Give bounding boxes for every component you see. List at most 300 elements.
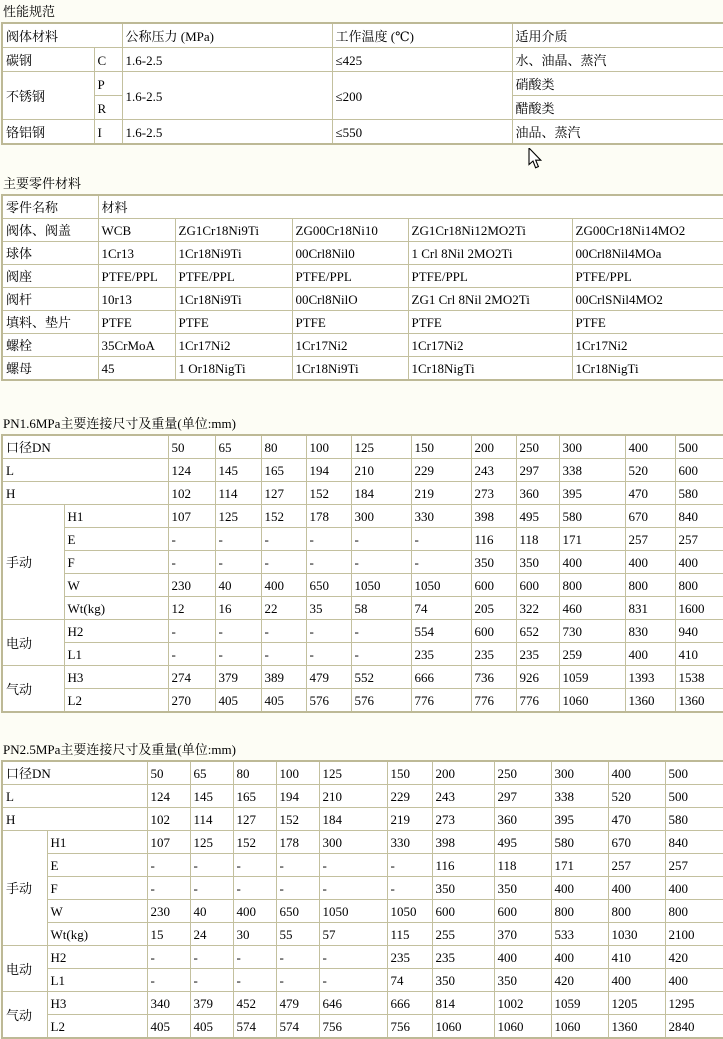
dimension-value-cell: 350 (471, 551, 516, 574)
dimension-value-cell: 74 (387, 969, 432, 992)
table-row (2, 643, 723, 666)
dimension-value-cell: - (276, 877, 319, 900)
dimension-value-cell: 1360 (608, 1015, 665, 1039)
dimension-row-label: H3 (64, 666, 168, 689)
dimension-value-cell: - (233, 854, 276, 877)
dimension-value-cell: 330 (411, 505, 471, 528)
material-code-cell: I (94, 120, 122, 145)
dimension-row-label: E (64, 528, 168, 551)
dimension-value-cell: 210 (319, 785, 387, 808)
dn-value-cell: 100 (306, 435, 351, 459)
dimension-value-cell: 152 (276, 808, 319, 831)
dimension-value-cell: - (168, 528, 215, 551)
dimension-row-label: L1 (64, 643, 168, 666)
table-row (2, 900, 723, 923)
dn-value-cell: 200 (471, 435, 516, 459)
table-row (2, 551, 723, 574)
dimension-value-cell: - (411, 551, 471, 574)
dimension-value-cell: - (387, 877, 432, 900)
dimension-value-cell: 800 (675, 574, 723, 597)
dimension-value-cell: 410 (675, 643, 723, 666)
dn-value-cell: 200 (432, 761, 494, 785)
dimension-value-cell: 107 (168, 505, 215, 528)
header-nominal-pressure: 公称压力 (MPa) (122, 23, 332, 48)
part-material-cell: ZG00Cr18Ni14MO2 (572, 219, 723, 242)
dn-value-cell: 125 (319, 761, 387, 785)
dimension-value-cell: 300 (351, 505, 411, 528)
dimension-value-cell: 576 (351, 689, 411, 713)
dimension-value-cell: 580 (559, 505, 625, 528)
dimension-value-cell: - (276, 854, 319, 877)
dimension-value-cell: - (190, 969, 233, 992)
part-material-cell: 1Cr17Ni2 (408, 334, 572, 357)
dimension-value-cell: 1060 (559, 689, 625, 713)
dimension-value-cell: 520 (608, 785, 665, 808)
pressure-cell: 1.6-2.5 (122, 48, 332, 72)
dimension-value-cell: 800 (625, 574, 675, 597)
dimension-value-cell: 400 (551, 946, 608, 969)
dimension-value-cell: 116 (471, 528, 516, 551)
part-material-cell: 1 Crl 8Nil 2MO2Ti (408, 242, 572, 265)
part-material-cell: 1Cr18NigTi (572, 357, 723, 381)
dimension-value-cell: - (215, 528, 261, 551)
dimension-value-cell: 35 (306, 597, 351, 620)
dimension-value-cell: 230 (168, 574, 215, 597)
table-row (2, 969, 723, 992)
dimension-value-cell: 114 (215, 482, 261, 505)
actuation-group-label: 手动 (2, 505, 64, 620)
dimension-value-cell: 800 (665, 900, 723, 923)
dimension-value-cell: - (168, 643, 215, 666)
dimension-value-cell: - (215, 620, 261, 643)
dimension-value-cell: 235 (387, 946, 432, 969)
dn-value-cell: 250 (494, 761, 551, 785)
dimension-value-cell: 152 (261, 505, 306, 528)
dimension-value-cell: 926 (516, 666, 559, 689)
part-name-cell: 阀体、阀盖 (2, 219, 98, 242)
dn-value-cell: 250 (516, 435, 559, 459)
table-row (2, 785, 723, 808)
table-row (2, 242, 723, 265)
dimension-value-cell: 125 (190, 831, 233, 854)
parts-materials-table (1, 194, 723, 381)
dimension-value-cell: 400 (625, 551, 675, 574)
dimension-value-cell: 127 (261, 482, 306, 505)
dimension-value-cell: 171 (551, 854, 608, 877)
dn-value-cell: 300 (559, 435, 625, 459)
media-cell: 醋酸类 (512, 96, 723, 120)
dimension-value-cell: 297 (494, 785, 551, 808)
dimension-value-cell: 194 (276, 785, 319, 808)
dimension-value-cell: 840 (665, 831, 723, 854)
section-title-pn16: PN1.6MPa主要连接尺寸及重量(单位:mm) (3, 416, 236, 431)
part-material-cell: PTFE (408, 311, 572, 334)
part-name-cell: 球体 (2, 242, 98, 265)
part-material-cell: PTFE (175, 311, 292, 334)
table-row (2, 435, 723, 459)
part-material-cell: 00Crl8Nil4MOa (572, 242, 723, 265)
dimension-value-cell: 273 (471, 482, 516, 505)
dimension-value-cell: 230 (147, 900, 190, 923)
dimension-value-cell: 574 (276, 1015, 319, 1039)
dimension-row-label: H3 (47, 992, 147, 1015)
part-material-cell: ZG1Cr18Ni12MO2Ti (408, 219, 572, 242)
dimension-value-cell: 74 (411, 597, 471, 620)
dimension-value-cell: 235 (432, 946, 494, 969)
dimension-value-cell: 580 (551, 831, 608, 854)
pn25-dimensions-table (1, 760, 723, 1039)
pressure-cell: 1.6-2.5 (122, 72, 332, 120)
table-row (2, 597, 723, 620)
part-material-cell: ZG1Cr18Ni9Ti (175, 219, 292, 242)
dimension-value-cell: 736 (471, 666, 516, 689)
dimension-value-cell: 229 (411, 459, 471, 482)
dimension-value-cell: 116 (432, 854, 494, 877)
dn-value-cell: 125 (351, 435, 411, 459)
dimension-value-cell: - (147, 877, 190, 900)
dimension-value-cell: - (233, 969, 276, 992)
dimension-value-cell: 400 (261, 574, 306, 597)
dimension-value-cell: 400 (551, 877, 608, 900)
part-name-cell: 填料、垫片 (2, 311, 98, 334)
dimension-value-cell: - (168, 551, 215, 574)
dimension-value-cell: - (319, 969, 387, 992)
dimension-value-cell: 1059 (551, 992, 608, 1015)
dn-value-cell: 100 (276, 761, 319, 785)
dimension-value-cell: - (306, 643, 351, 666)
dn-value-cell: 150 (387, 761, 432, 785)
dimension-value-cell: 840 (675, 505, 723, 528)
dimension-value-cell: 219 (411, 482, 471, 505)
material-name-cell: 不锈钢 (2, 72, 94, 120)
dimension-value-cell: 1050 (387, 900, 432, 923)
dimension-value-cell: 194 (306, 459, 351, 482)
table-row (2, 831, 723, 854)
dimension-value-cell: 300 (319, 831, 387, 854)
dimension-value-cell: 1060 (432, 1015, 494, 1039)
dimension-value-cell: 270 (168, 689, 215, 713)
dimension-value-cell: 800 (559, 574, 625, 597)
media-cell: 油品、蒸汽 (512, 120, 723, 145)
dimension-value-cell: 57 (319, 923, 387, 946)
dimension-value-cell: 257 (625, 528, 675, 551)
table-row (2, 666, 723, 689)
dimension-value-cell: - (411, 528, 471, 551)
part-material-cell: PTFE (98, 311, 175, 334)
dimension-value-cell: 420 (665, 946, 723, 969)
material-name-cell: 铬铝钢 (2, 120, 94, 145)
dimension-value-cell: 470 (625, 482, 675, 505)
dn-value-cell: 80 (233, 761, 276, 785)
dimension-value-cell: 650 (306, 574, 351, 597)
table-row (2, 808, 723, 831)
spec-sheet-page (1, 0, 723, 1039)
dimension-row-label: L (2, 785, 147, 808)
dimension-value-cell: 178 (276, 831, 319, 854)
section-title-performance-spec: 性能规范 (3, 4, 56, 19)
dn-value-cell: 500 (675, 435, 723, 459)
dimension-value-cell: - (147, 946, 190, 969)
dimension-value-cell: - (261, 643, 306, 666)
dn-value-cell: 400 (608, 761, 665, 785)
part-material-cell: PTFE (292, 311, 408, 334)
table-row (2, 72, 723, 96)
part-material-cell: ZG00Cr18Ni10 (292, 219, 408, 242)
material-code-cell: C (94, 48, 122, 72)
dimension-value-cell: 350 (494, 877, 551, 900)
dimension-value-cell: 940 (675, 620, 723, 643)
dimension-value-cell: 666 (387, 992, 432, 1015)
dimension-row-label: H2 (47, 946, 147, 969)
dimension-value-cell: 495 (494, 831, 551, 854)
material-code-cell: P (94, 72, 122, 96)
temperature-cell: ≤550 (332, 120, 512, 145)
table-row (2, 459, 723, 482)
dimension-value-cell: 12 (168, 597, 215, 620)
dimension-value-cell: 460 (559, 597, 625, 620)
dimension-row-label: W (64, 574, 168, 597)
section-title-main-parts: 主要零件材料 (3, 176, 82, 191)
dimension-value-cell: 420 (551, 969, 608, 992)
dimension-value-cell: 127 (233, 808, 276, 831)
dimension-value-cell: 830 (625, 620, 675, 643)
part-material-cell: 1 Or18NigTi (175, 357, 292, 381)
dimension-value-cell: 152 (233, 831, 276, 854)
dimension-value-cell: 16 (215, 597, 261, 620)
table-row (2, 574, 723, 597)
part-material-cell: 00CrlSNil4MO2 (572, 288, 723, 311)
dimension-value-cell: 452 (233, 992, 276, 1015)
actuation-group-label: 气动 (2, 992, 47, 1039)
dimension-value-cell: 145 (215, 459, 261, 482)
part-name-cell: 螺母 (2, 357, 98, 381)
dimension-value-cell: 24 (190, 923, 233, 946)
part-material-cell: 35CrMoA (98, 334, 175, 357)
dimension-value-cell: 520 (625, 459, 675, 482)
dimension-value-cell: - (306, 620, 351, 643)
pressure-cell: 1.6-2.5 (122, 120, 332, 145)
part-material-cell: PTFE/PPL (98, 265, 175, 288)
dimension-value-cell: - (261, 551, 306, 574)
table-row (2, 946, 723, 969)
header-working-temperature: 工作温度 (℃) (332, 23, 512, 48)
dimension-value-cell: 670 (625, 505, 675, 528)
dimension-value-cell: 235 (516, 643, 559, 666)
dn-value-cell: 300 (551, 761, 608, 785)
dimension-value-cell: 379 (190, 992, 233, 1015)
dimension-value-cell: 273 (432, 808, 494, 831)
dimension-value-cell: 124 (168, 459, 215, 482)
table-row (2, 288, 723, 311)
dimension-row-label: L2 (64, 689, 168, 713)
dimension-value-cell: 776 (411, 689, 471, 713)
dimension-value-cell: 600 (471, 574, 516, 597)
dimension-value-cell: 400 (494, 946, 551, 969)
part-material-cell: PTFE/PPL (408, 265, 572, 288)
dimension-value-cell: 257 (675, 528, 723, 551)
dimension-value-cell: 205 (471, 597, 516, 620)
dimension-value-cell: 730 (559, 620, 625, 643)
dimension-value-cell: 257 (608, 854, 665, 877)
dimension-value-cell: 470 (608, 808, 665, 831)
dimension-row-label: H2 (64, 620, 168, 643)
dimension-value-cell: 533 (551, 923, 608, 946)
dimension-row-label: Wt(kg) (47, 923, 147, 946)
table-row (2, 528, 723, 551)
part-material-cell: PTFE/PPL (292, 265, 408, 288)
dimension-value-cell: 600 (432, 900, 494, 923)
dimension-value-cell: 600 (471, 620, 516, 643)
dimension-value-cell: 400 (665, 969, 723, 992)
dimension-value-cell: 1059 (559, 666, 625, 689)
part-material-cell: 00Crl8Nil0 (292, 242, 408, 265)
dimension-value-cell: 350 (494, 969, 551, 992)
dimension-value-cell: 1060 (494, 1015, 551, 1039)
dimension-value-cell: 405 (261, 689, 306, 713)
dimension-value-cell: 118 (494, 854, 551, 877)
pn16-dimensions-table (1, 434, 723, 713)
dimension-value-cell: 118 (516, 528, 559, 551)
header-part-name: 零件名称 (2, 195, 98, 219)
part-material-cell: 1Cr18Ni9Ti (175, 288, 292, 311)
table-row (2, 505, 723, 528)
dimension-value-cell: 600 (494, 900, 551, 923)
dn-header-label: 口径DN (2, 761, 147, 785)
dn-value-cell: 65 (215, 435, 261, 459)
dimension-value-cell: 1360 (675, 689, 723, 713)
dimension-value-cell: 479 (306, 666, 351, 689)
part-material-cell: 1Cr17Ni2 (175, 334, 292, 357)
dimension-value-cell: 580 (675, 482, 723, 505)
table-row (2, 120, 723, 145)
dimension-value-cell: - (319, 854, 387, 877)
dimension-value-cell: 330 (387, 831, 432, 854)
dimension-value-cell: 495 (516, 505, 559, 528)
dimension-value-cell: - (190, 854, 233, 877)
dimension-value-cell: 2100 (665, 923, 723, 946)
header-material: 材料 (98, 195, 723, 219)
dimension-value-cell: 400 (625, 643, 675, 666)
dimension-value-cell: 670 (608, 831, 665, 854)
dimension-value-cell: 395 (551, 808, 608, 831)
dimension-value-cell: 400 (665, 877, 723, 900)
dimension-value-cell: 400 (608, 877, 665, 900)
table-row (2, 689, 723, 713)
dimension-value-cell: 235 (411, 643, 471, 666)
mouse-cursor-arrow-icon (528, 148, 543, 169)
table-row (2, 877, 723, 900)
dimension-value-cell: 410 (608, 946, 665, 969)
actuation-group-label: 手动 (2, 831, 47, 946)
dimension-value-cell: - (306, 551, 351, 574)
dimension-value-cell: - (147, 969, 190, 992)
dn-value-cell: 500 (665, 761, 723, 785)
dimension-value-cell: 800 (551, 900, 608, 923)
part-material-cell: PTFE (572, 311, 723, 334)
part-name-cell: 阀杆 (2, 288, 98, 311)
dimension-value-cell: 165 (261, 459, 306, 482)
part-material-cell: 1Cr17Ni2 (572, 334, 723, 357)
dimension-value-cell: 107 (147, 831, 190, 854)
dimension-value-cell: - (147, 854, 190, 877)
dimension-row-label: F (64, 551, 168, 574)
part-name-cell: 螺栓 (2, 334, 98, 357)
table-row (2, 219, 723, 242)
media-cell: 硝酸类 (512, 72, 723, 96)
actuation-group-label: 电动 (2, 620, 64, 666)
dimension-value-cell: 389 (261, 666, 306, 689)
dn-value-cell: 50 (168, 435, 215, 459)
table-row (2, 761, 723, 785)
dimension-value-cell: 552 (351, 666, 411, 689)
dimension-value-cell: 350 (432, 877, 494, 900)
dimension-value-cell: 259 (559, 643, 625, 666)
dimension-value-cell: 22 (261, 597, 306, 620)
dimension-value-cell: 479 (276, 992, 319, 1015)
dimension-value-cell: - (276, 946, 319, 969)
part-name-cell: 阀座 (2, 265, 98, 288)
dimension-row-label: L2 (47, 1015, 147, 1039)
dimension-value-cell: - (319, 877, 387, 900)
dn-value-cell: 150 (411, 435, 471, 459)
dimension-value-cell: - (387, 854, 432, 877)
dimension-value-cell: 1030 (608, 923, 665, 946)
dimension-value-cell: 666 (411, 666, 471, 689)
dimension-value-cell: - (261, 620, 306, 643)
dimension-value-cell: 115 (387, 923, 432, 946)
dimension-value-cell: 1050 (319, 900, 387, 923)
dimension-row-label: F (47, 877, 147, 900)
dimension-value-cell: 1360 (625, 689, 675, 713)
dimension-value-cell: 40 (190, 900, 233, 923)
dimension-value-cell: 1060 (551, 1015, 608, 1039)
performance-spec-table (1, 22, 723, 145)
dimension-value-cell: 2840 (665, 1015, 723, 1039)
dn-value-cell: 65 (190, 761, 233, 785)
dimension-value-cell: 400 (608, 969, 665, 992)
part-material-cell: ZG1 Crl 8Nil 2MO2Ti (408, 288, 572, 311)
dimension-value-cell: 243 (432, 785, 494, 808)
dimension-row-label: H1 (47, 831, 147, 854)
dimension-value-cell: 243 (471, 459, 516, 482)
dimension-value-cell: 756 (319, 1015, 387, 1039)
part-material-cell: PTFE/PPL (572, 265, 723, 288)
dimension-value-cell: 1295 (665, 992, 723, 1015)
temperature-cell: ≤200 (332, 72, 512, 120)
table-row (2, 923, 723, 946)
dimension-value-cell: - (233, 877, 276, 900)
part-material-cell: WCB (98, 219, 175, 242)
dimension-value-cell: 102 (168, 482, 215, 505)
dimension-value-cell: 800 (608, 900, 665, 923)
dimension-row-label: H (2, 808, 147, 831)
header-applicable-media: 适用介质 (512, 23, 723, 48)
dimension-value-cell: - (351, 620, 411, 643)
dimension-value-cell: 184 (351, 482, 411, 505)
dimension-row-label: Wt(kg) (64, 597, 168, 620)
part-material-cell: 1Cr18Ni9Ti (292, 357, 408, 381)
dimension-value-cell: 1393 (625, 666, 675, 689)
dimension-value-cell: - (261, 528, 306, 551)
dimension-value-cell: 1002 (494, 992, 551, 1015)
dimension-value-cell: 1050 (351, 574, 411, 597)
table-row (2, 854, 723, 877)
dimension-value-cell: 398 (432, 831, 494, 854)
table-row (2, 1015, 723, 1039)
dimension-value-cell: 360 (516, 482, 559, 505)
dimension-value-cell: - (168, 620, 215, 643)
dimension-value-cell: 40 (215, 574, 261, 597)
